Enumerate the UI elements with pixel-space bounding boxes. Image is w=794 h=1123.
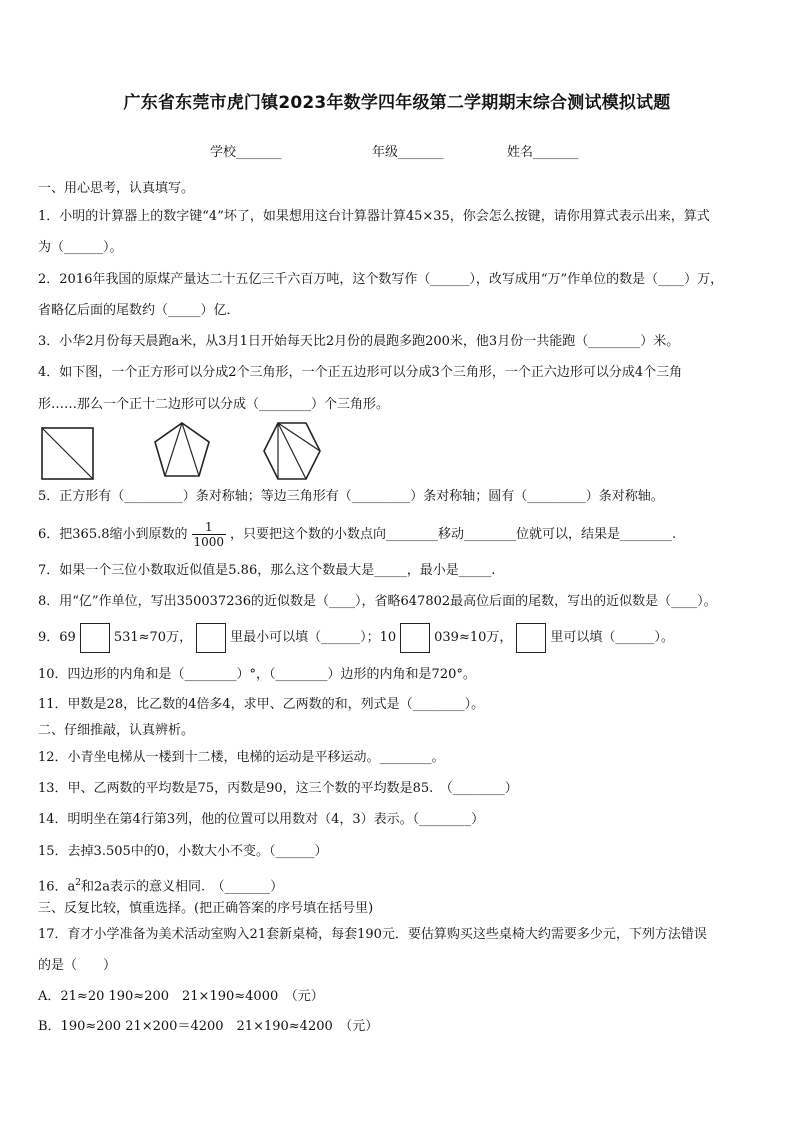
school-field[interactable]: 学校_______: [210, 145, 282, 160]
section-1-heading: 一、用心思考，认真填写。: [38, 181, 195, 196]
square-figure: [38, 424, 98, 484]
section-3-heading: 三、反复比较，慎重选择。(把正确答案的序号填在括号里): [38, 901, 374, 916]
question-4-line-2: 形……那么一个正十二边形可以分成（________）个三角形。: [38, 397, 390, 412]
question-6-suffix: ，只要把这个数的小数点向________移动________位就可以，结果是________.: [230, 527, 677, 542]
question-6: [38, 520, 676, 550]
fraction: [192, 520, 227, 549]
question-1-line-1: 1．小明的计算器上的数字键“4”坏了，如果想用这台计算器计算45×35，你会怎么按键，请你用算式表示出来，算式: [38, 209, 710, 224]
question-2-line-1: 2．2016年我国的原煤产量达二十五亿三千六百万吨，这个数写作（______），改写成用“万”作单位的数是（____）万，: [38, 272, 724, 287]
question-8: 8．用“亿”作单位，写出350037236的近似数是（____），省略647802最高位后面的尾数，写出的近似数是（____）。: [38, 594, 717, 609]
question-5: 5．正方形有（_________）条对称轴；等边三角形有（_________）条对称轴；圆有（_________）条对称轴。: [38, 489, 664, 504]
exponent: 2: [75, 878, 82, 888]
question-13: 13．甲、乙两数的平均数是75，丙数是90，这三个数的平均数是85. （________）: [38, 781, 518, 796]
question-14: 14．明明坐在第4行第3列，他的位置可以用数对（4，3）表示。（________）: [38, 812, 485, 827]
question-9-part-d: 039≈10万，: [434, 630, 513, 645]
question-1-line-2: 为（______）。: [38, 240, 123, 255]
answer-box-2[interactable]: [196, 623, 226, 653]
question-16: [38, 874, 283, 896]
question-9-part-b: 531≈70万，: [113, 630, 193, 645]
fraction-denominator: 1000: [193, 535, 225, 549]
question-9: [38, 622, 674, 654]
question-17-line-2: 的是（ ）: [38, 958, 117, 973]
question-6-prefix: 6．把365.8缩小到原数的: [38, 527, 188, 542]
question-9-part-c: 里最小可以填（______）；10: [230, 630, 397, 645]
question-16-part-b: 和2a表示的意义相同. （_______）: [81, 879, 284, 895]
question-16-part-a: 16．a: [38, 879, 76, 895]
question-3: 3．小华2月份每天晨跑a米，从3月1日开始每天比2月份的晨跑多跑200米，他3月份一共能跑（________）米。: [38, 334, 680, 349]
hexagon-figure: [260, 420, 324, 484]
question-15: 15．去掉3.505中的0，小数大小不变。（______）: [38, 844, 328, 859]
pentagon-figure: [151, 420, 213, 482]
option-b[interactable]: B．190≈200 21×200＝4200 21×190≈4200 （元）: [38, 1019, 379, 1034]
question-9-part-a: 9．69: [38, 630, 76, 645]
fraction-numerator: 1: [192, 520, 227, 535]
section-2-heading: 二、仔细推敲，认真辨析。: [38, 723, 195, 738]
question-7: 7．如果一个三位小数取近似值是5.86，那么这个数最大是_____，最小是_____.: [38, 563, 496, 578]
question-11: 11．甲数是28，比乙数的4倍多4，求甲、乙两数的和，列式是（________）。: [38, 697, 485, 712]
answer-box-4[interactable]: [516, 623, 546, 653]
question-10: 10．四边形的内角和是（________）°，（________）边形的内角和是720°。: [38, 667, 476, 682]
question-12: 12．小青坐电梯从一楼到十二楼，电梯的运动是平移运动。________。: [38, 750, 445, 765]
question-2-line-2: 省略亿后面的尾数约（_____）亿．: [38, 303, 240, 318]
question-9-part-e: 里可以填（______）。: [550, 630, 674, 645]
name-field[interactable]: 姓名_______: [507, 145, 579, 160]
question-4-line-1: 4．如下图，一个正方形可以分成2个三角形，一个正五边形可以分成3个三角形，一个正六边形可以分成4个三角: [38, 365, 683, 380]
page-title: 广东省东莞市虎门镇2023年数学四年级第二学期期末综合测试模拟试题: [123, 93, 671, 113]
grade-field[interactable]: 年级_______: [372, 145, 444, 160]
question-17-line-1: 17．育才小学准备为美术活动室购入21套新桌椅，每套190元．要估算购买这些桌椅大约需要多少元，下列方法错误: [38, 927, 707, 942]
option-a[interactable]: A．21≈20 190≈200 21×190≈4000 （元）: [38, 989, 324, 1004]
answer-box-3[interactable]: [400, 623, 430, 653]
answer-box-1[interactable]: [80, 623, 110, 653]
